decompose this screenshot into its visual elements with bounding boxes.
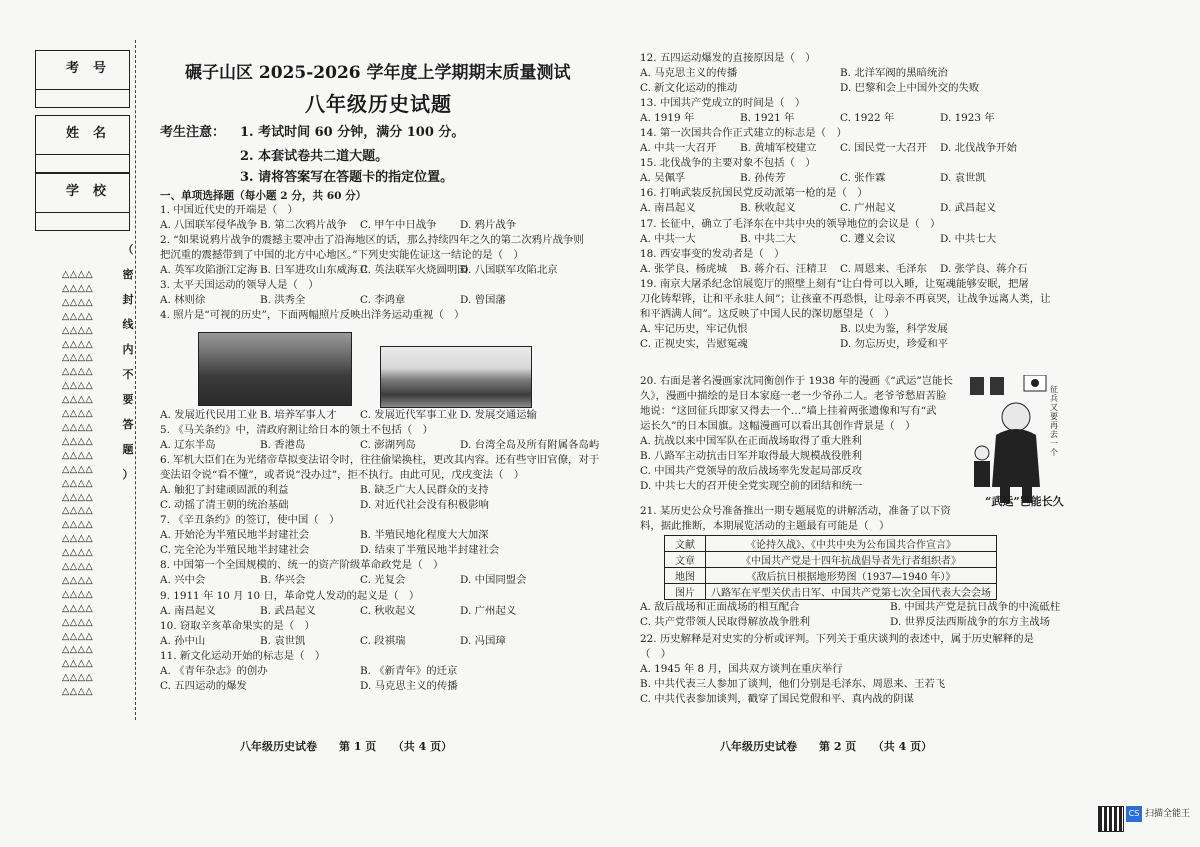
triangle-row: △△△△ [62,338,94,350]
notice-3: 3. 请将答案写在答题卡的指定位置。 [240,170,454,185]
seal-char: 封 [122,293,134,306]
option-A[interactable]: A. 兴中会 [160,574,206,587]
table-value: 八路军在平型关伏击日军、中国共产党第七次全国代表大会会场 [706,584,997,600]
question-21-options [640,600,1150,630]
table-key: 文献 [665,536,706,552]
table-key: 文章 [665,552,706,568]
option-D[interactable]: D. 袁世凯 [940,172,986,185]
option-D[interactable]: D. 勿忘历史，珍爱和平 [840,337,949,350]
option-D[interactable]: D. 对近代社会没有积极影响 [360,499,489,512]
question-stem: 13. 中国共产党成立的时间是（ ） [640,97,806,110]
option-row [640,111,1150,126]
triangle-row: △△△△ [62,477,94,489]
option-D[interactable]: D. 武昌起义 [940,202,997,215]
option-B[interactable]: B. 《新青年》的迁京 [360,664,458,677]
option-C[interactable]: C. 国民党一大召开 [840,142,927,155]
option-A[interactable]: A. 南昌起义 [160,604,216,617]
right-column-a [640,51,1150,352]
option-A[interactable]: A. 1919 年 [640,112,695,125]
option-C[interactable]: C. 广州起义 [840,202,896,215]
triangle-row: △△△△ [62,491,94,503]
option-row [160,664,610,679]
seal-char: 答 [122,418,134,431]
option-D[interactable]: D. 马克思主义的传播 [360,679,458,692]
footer-page-2: 八年级历史试卷 第 2 页 （共 4 页） [720,740,933,753]
option-C[interactable]: C. 澎湖列岛 [360,439,416,452]
option-D[interactable]: D. 八国联军攻陷北京 [460,264,558,277]
option-row [640,337,1150,352]
triangle-row: △△△△ [62,408,94,420]
triangle-row: △△△△ [62,435,94,447]
option-B[interactable]: B. 武昌起义 [260,604,316,617]
option-row [160,679,610,694]
section-heading: 一、单项选择题（每小题 2 分，共 60 分） [160,190,367,202]
option-row [640,171,1150,186]
option-C[interactable]: C. 动摇了清王朝的统治基础 [160,499,289,512]
school-label: 学校 [66,184,121,199]
triangle-row: △△△△ [62,380,94,392]
triangle-row: △△△△ [62,394,94,406]
exam-number-label: 考号 [66,61,121,76]
question-stem: 运长久”的日本国旗。这幅漫画可以看出其创作背景是（ ） [640,420,916,433]
option-B[interactable]: B. 洪秀全 [260,294,306,307]
option-D[interactable]: D. 结束了半殖民地半封建社会 [360,544,500,557]
triangle-row: △△△△ [62,282,94,294]
notice-1: 1. 考试时间 60 分钟，满分 100 分。 [240,125,465,140]
question-stem: 16. 打响武装反抗国民党反动派第一枪的是（ ） [640,187,868,200]
name-input-box[interactable] [35,155,130,173]
question-stem: 22. 历史解释是对史实的分析或评判。下列关于重庆谈判的表述中，属于历史解释的是 [640,633,1034,645]
triangle-row: △△△△ [62,296,94,308]
left-column-a [160,203,610,323]
question-20 [640,374,970,494]
question-stem: 把沉重的震撼带到了中国的北方中心地区。”下列史实能佐证这一结论的是（ ） [160,249,524,262]
scanner-logo-icon: CS [1126,806,1142,822]
option-D[interactable]: D. 鸦片战争 [460,219,517,232]
option-A[interactable]: A. 英军攻陷浙江定海 [160,264,258,277]
option-D[interactable]: D. 发展交通运输 [460,409,537,421]
q4-options [160,408,610,423]
option-row [640,66,1150,81]
option-row [640,201,1150,216]
question-stem: （ ） [640,648,672,661]
seal-char: 要 [122,393,134,406]
option-row [160,218,610,233]
triangle-row: △△△△ [62,324,94,336]
triangle-row: △△△△ [62,630,94,642]
seal-char: 不 [122,368,134,381]
triangle-row: △△△△ [62,574,94,586]
question-stem: 12. 五四运动爆发的直接原因是（ ） [640,52,816,64]
question-stem: 2. “如果说鸦片战争的震撼主要冲击了沿海地区的话，那么持续四年之久的第二次鸦片战争则 [160,234,584,247]
option-B[interactable]: B. 中国共产党是抗日战争的中流砥柱 [890,601,1061,613]
option-B[interactable]: B. 培养军事人才 [260,409,337,421]
triangle-row: △△△△ [62,310,94,322]
option-row [640,232,1150,247]
triangle-row: △△△△ [62,519,94,531]
question-stem: 21. 某历史公众号准备推出一期专题展览的讲解活动，准备了以下资 [640,505,951,517]
factory-photo [198,332,352,406]
option-C[interactable]: C. 五四运动的爆发 [160,679,247,692]
option-C[interactable]: C. 光复会 [360,574,406,587]
option-A[interactable]: A. 八国联军侵华战争 [160,219,258,232]
option-A[interactable]: A. 1945 年 8 月，国共双方谈判在重庆举行 [640,663,843,676]
option-row [160,293,610,308]
option-C[interactable]: C. 中共代表参加谈判，戳穿了国民党假和平、真内战的阴谋 [640,693,914,706]
option-row [640,81,1150,96]
option-C[interactable]: C. 遵义会议 [840,232,896,245]
option-A[interactable]: A. 抗战以来中国军队在正面战场取得了重大胜利 [640,435,862,448]
option-C[interactable]: C. 共产党带领人民取得解放战争胜利 [640,616,811,629]
triangle-row: △△△△ [62,616,94,628]
option-C[interactable]: C. 甲午中日战争 [360,219,437,232]
triangle-row: △△△△ [62,561,94,573]
option-B[interactable]: B. 香港岛 [260,439,306,452]
option-D[interactable]: D. 冯国璋 [460,634,506,647]
footer-page-1: 八年级历史试卷 第 1 页 （共 4 页） [240,740,453,753]
option-C[interactable]: C. 新文化运动的推动 [640,82,738,95]
table-value: 《论持久战》、《中共中央为公布国共合作宣言》 [706,536,997,552]
option-row [160,604,610,619]
option-B[interactable]: B. 缺乏广大人民群众的支持 [360,484,489,497]
option-D[interactable]: D. 北伐战争开始 [940,142,1017,155]
option-D[interactable]: D. 巴黎和会上中国外交的失败 [840,82,980,95]
option-row [160,498,610,513]
triangle-row: △△△△ [62,658,94,670]
question-22 [640,632,1150,707]
option-row [160,573,610,588]
option-B[interactable]: B. 日军进攻山东威海卫 [260,264,368,277]
option-D[interactable]: D. 广州起义 [460,604,517,617]
option-A[interactable]: A. 敌后战场和正面战场的相互配合 [640,601,800,613]
option-A[interactable]: A. 触犯了封建顽固派的利益 [160,484,289,497]
option-C[interactable]: C. 1922 年 [840,112,895,125]
question-stem: 20. 右面是著名漫画家沈同衡创作于 1938 年的漫画《“武运”岂能长 [640,375,953,387]
exam-number-input-box[interactable] [35,90,130,108]
option-C[interactable]: C. 张作霖 [840,172,886,185]
scanner-app-name: 扫描全能王 [1145,809,1191,819]
option-row [160,483,610,498]
option-A[interactable]: A. 中共一大 [640,232,696,245]
option-A[interactable]: A. 《青年杂志》的创办 [160,664,268,677]
option-D[interactable]: D. 中国同盟会 [460,574,527,587]
name-box [35,115,130,155]
question-stem: 6. 军机大臣们在为光绪帝草拟变法诏令时，往往偷梁换柱，更改其内容。还有些守旧官僚，对于 [160,454,600,467]
q21-materials-table [664,535,997,600]
table-value: 《敌后抗日根据地形势图（1937—1940 年）》 [706,568,997,584]
table-row [665,536,997,552]
cartoon-caption: “武运”岂能长久 [985,495,1064,508]
option-A[interactable]: A. 发展近代民用工业 [160,409,258,421]
table-row [665,584,997,600]
option-row [160,528,610,543]
option-row [640,141,1150,156]
shipyard-photo [380,346,532,408]
question-stem: 7. 《辛丑条约》的签订，使中国（ ） [160,514,340,527]
question-stem: 久》，漫画中描绘的是日本家庭一老一少爷孙二人。老爷爷愁眉苦脸 [640,390,947,403]
exam-number-box [35,50,130,90]
option-A[interactable]: A. 中共一大召开 [640,142,717,155]
option-A[interactable]: A. 张学良、杨虎城 [640,262,727,275]
triangle-row: △△△△ [62,449,94,461]
question-stem: 地说：“这回征兵即家又得去一个…”墙上挂着两张遗像和写有“武 [640,405,937,418]
option-D[interactable]: D. 中共七大 [940,232,997,245]
option-row [160,634,610,649]
seal-char: ） [122,468,134,481]
question-stem: 料，据此推断，本期展览活动的主题最有可能是（ ） [640,520,890,533]
table-row [665,552,997,568]
option-C[interactable]: C. 段祺瑞 [360,634,406,647]
option-C[interactable]: C. 中国共产党领导的敌后战场率先发起局部反攻 [640,465,862,478]
option-C[interactable]: C. 完全沦为半殖民地半封建社会 [160,544,310,557]
question-stem: 15. 北伐战争的主要对象不包括（ ） [640,157,816,170]
triangle-row: △△△△ [62,588,94,600]
option-B[interactable]: B. 华兴会 [260,574,306,587]
triangle-row: △△△△ [62,644,94,656]
question-stem: 3. 太平天国运动的领导人是（ ） [160,279,319,292]
option-B[interactable]: B. 第二次鸦片战争 [260,219,347,232]
question-stem: 19. 南京大屠杀纪念馆展览厅的照壁上刻有“让白骨可以入睡，让冤魂能够安眠，把屠 [640,277,1029,290]
option-A[interactable]: A. 开始沦为半殖民地半封建社会 [160,529,310,542]
option-B[interactable]: B. 八路军主动抗击日军并取得最大规模战役胜利 [640,450,863,463]
school-input-box[interactable] [35,213,130,231]
option-A[interactable]: A. 牢记历史，牢记仇恨 [640,322,748,335]
option-C[interactable]: C. 英法联军火烧圆明园 [360,264,468,277]
option-B[interactable]: B. 北洋军阀的黑暗统治 [840,67,948,80]
seal-char: 密 [122,268,134,281]
question-stem: 18. 西安事变的发动者是（ ） [640,247,785,260]
option-B[interactable]: B. 黄埔军校建立 [740,142,817,155]
seal-char: 线 [122,318,134,331]
question-stem: 1. 中国近代史的开端是（ ） [160,204,298,216]
name-label: 姓名 [66,126,121,141]
question-stem: 刀化铸犁铧，让和平永驻人间”；让孩童不再恐惧，让母亲不再哀哭，让战争远离人类，让 [640,292,1051,305]
option-A[interactable]: A. 马克思主义的传播 [640,67,738,80]
question-stem: 5. 《马关条约》中，清政府割让给日本的领土不包括（ ） [160,424,433,436]
option-C[interactable]: C. 李鸿章 [360,294,406,307]
notice-label: 考生注意： [160,125,226,140]
triangle-row: △△△△ [62,547,94,559]
notice-2: 2. 本套试卷共二道大题。 [240,149,389,164]
option-B[interactable]: B. 中共代表三人参加了谈判，他们分别是毛泽东、周恩来、王若飞 [640,678,946,691]
triangle-row: △△△△ [62,366,94,378]
option-row [640,600,1150,615]
question-stem: 变法诏令说“看不懂”，或者说“没办过”，拒不执行。由此可见，戊戌变法（ ） [160,469,525,482]
option-C[interactable]: C. 周恩来、毛泽东 [840,262,927,275]
question-stem: 和平洒满人间”。这反映了中国人民的深切愿望是（ ） [640,307,895,320]
cartoon-illustration [968,375,1053,505]
option-B[interactable]: B. 孙传芳 [740,172,786,185]
question-stem: 17. 长征中，确立了毛泽东在中共中央的领导地位的会议是（ ） [640,217,941,230]
option-B[interactable]: B. 中共二大 [740,232,796,245]
triangle-row: △△△△ [62,533,94,545]
option-B[interactable]: B. 1921 年 [740,112,795,125]
option-B[interactable]: B. 半殖民地化程度大大加深 [360,529,489,542]
table-key: 图片 [665,584,706,600]
option-B[interactable]: B. 蒋介石、汪精卫 [740,262,827,275]
triangle-row: △△△△ [62,602,94,614]
triangle-border [62,268,116,699]
cartoon-text: 征兵又要再去一个 [1050,385,1058,457]
option-A[interactable]: A. 孙中山 [160,634,206,647]
option-D[interactable]: D. 1923 年 [940,112,995,125]
option-D[interactable]: D. 台湾全岛及所有附属各岛屿 [460,439,600,452]
table-value: 《中国共产党是十四年抗战倡导者先行者组织者》 [706,552,997,568]
exam-title: 碾子山区 2025-2026 学年度上学期期末质量测试 [185,63,571,83]
option-row [160,263,610,278]
option-row [160,543,610,558]
question-stem: 10. 窃取辛亥革命果实的是（ ） [160,619,315,632]
option-row [640,322,1150,337]
triangle-row: △△△△ [62,505,94,517]
question-stem: 11. 新文化运动开始的标志是（ ） [160,649,326,662]
option-A[interactable]: A. 吴佩孚 [640,172,686,185]
triangle-row: △△△△ [62,463,94,475]
option-B[interactable]: B. 以史为鉴，科学发展 [840,322,948,335]
option-D[interactable]: D. 中共七大的召开使全党实现空前的团结和统一 [640,480,863,493]
triangle-row: △△△△ [62,352,94,364]
option-D[interactable]: D. 曾国藩 [460,294,506,307]
question-stem: 14. 第一次国共合作正式建立的标志是（ ） [640,127,847,140]
option-C[interactable]: C. 秋收起义 [360,604,416,617]
option-A[interactable]: A. 南昌起义 [640,202,696,215]
option-A[interactable]: A. 辽东半岛 [160,439,216,452]
question-stem: 8. 中国第一个全国规模的、统一的资产阶级革命政党是（ ） [160,559,444,572]
option-row [160,438,610,453]
left-column-b [160,423,610,694]
option-row [640,262,1150,277]
exam-subject: 八年级历史试题 [305,92,452,116]
school-box [35,173,130,213]
triangle-row: △△△△ [62,672,94,684]
table-row [665,568,997,584]
seal-text [119,240,137,490]
option-C[interactable]: C. 发展近代军事工业 [360,409,458,421]
question-stem: 9. 1911 年 10 月 10 日，革命党人发动的起义是（ ） [160,589,420,602]
option-B[interactable]: B. 袁世凯 [260,634,306,647]
triangle-row: △△△△ [62,421,94,433]
question-21-stem [640,504,1150,534]
seal-char: （ [122,243,134,256]
option-D[interactable]: D. 张学良、蒋介石 [940,262,1028,275]
option-row [640,615,1150,630]
triangle-row: △△△△ [62,686,94,698]
triangle-row: △△△△ [62,269,94,280]
option-C[interactable]: C. 正视史实，告慰冤魂 [640,337,748,350]
table-key: 地图 [665,568,706,584]
option-D[interactable]: D. 世界反法西斯战争的东方主战场 [890,616,1051,629]
qr-code-icon [1098,806,1124,832]
seal-char: 内 [122,343,134,356]
option-row [160,408,610,423]
question-stem: 4. 照片是“可视的历史”，下面两幅照片反映出洋务运动重视（ ） [160,309,465,322]
option-B[interactable]: B. 秋收起义 [740,202,796,215]
option-A[interactable]: A. 林则徐 [160,294,206,307]
seal-char: 题 [122,443,134,456]
